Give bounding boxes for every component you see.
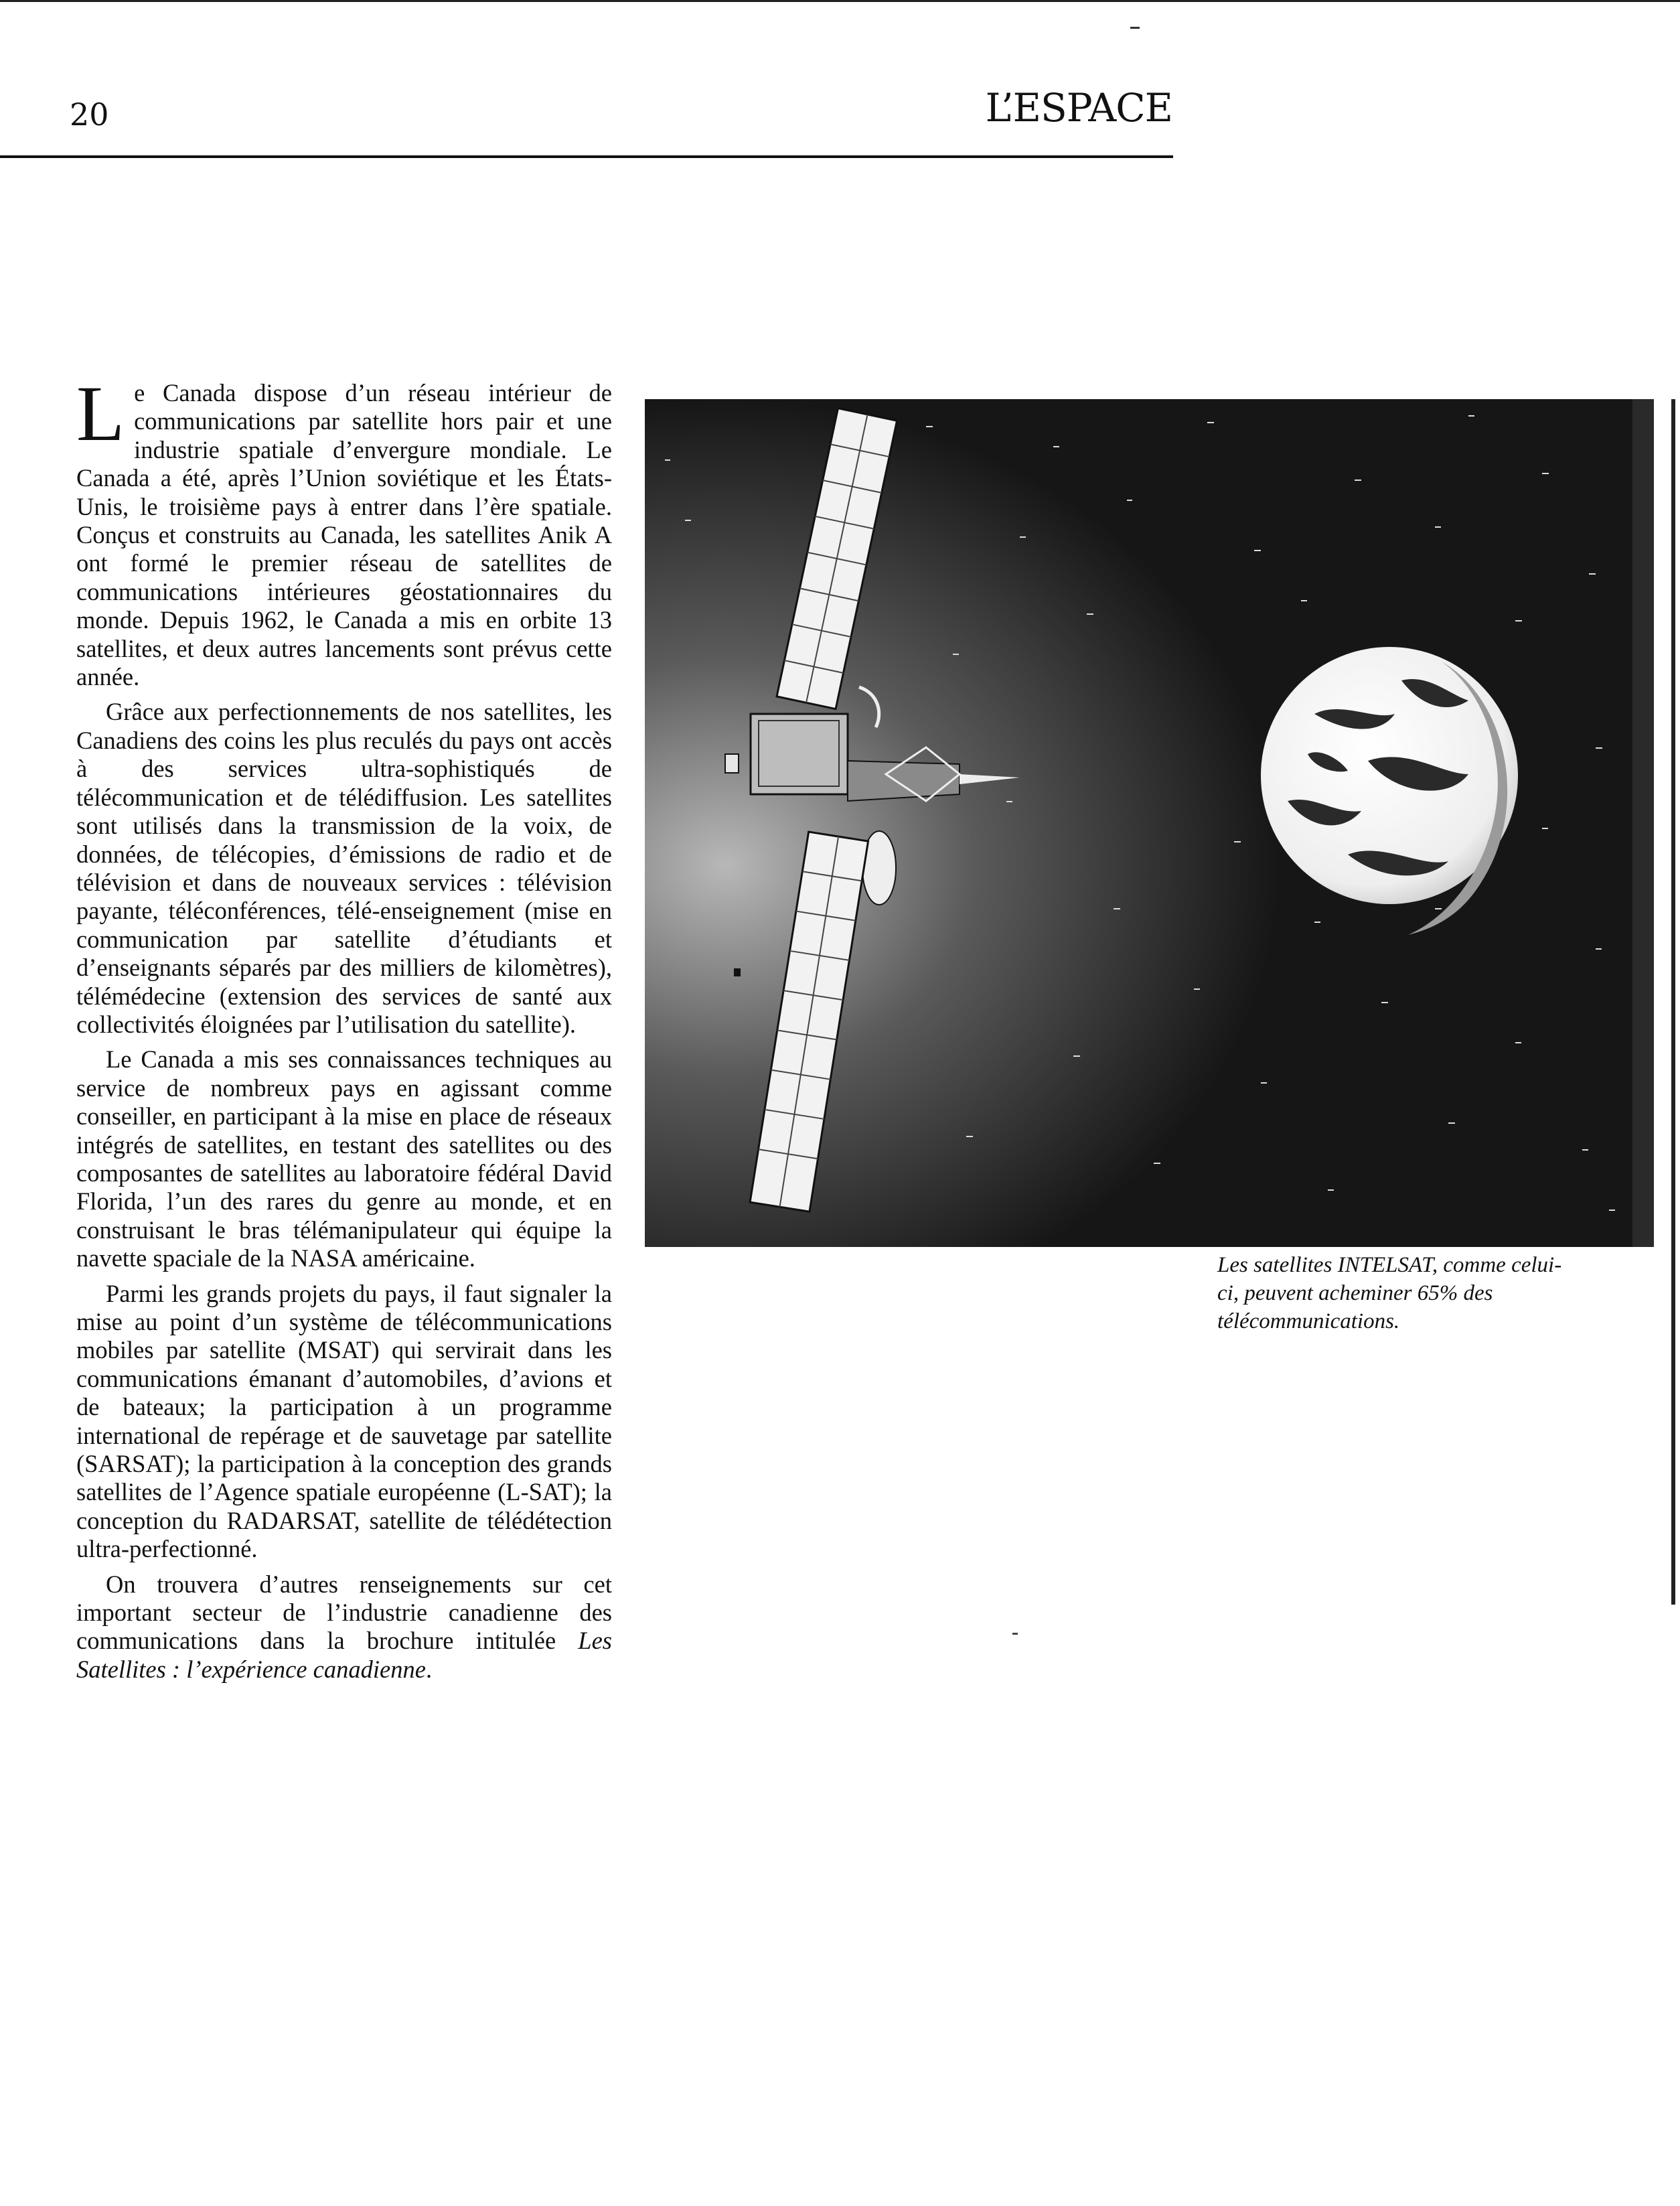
- figure-caption: Les satellites INTELSAT, comme celui-ci, peuvent acheminer 65% des télécommunications.: [1217, 1253, 1562, 1333]
- article-body: [76, 370, 612, 1690]
- small-object: [734, 968, 741, 976]
- thruster: [725, 754, 739, 773]
- paragraph-2: Grâce aux perfectionnements de nos satellites, les Canadiens des coins les plus reculés du pays ont accès à des services ultra-sophistiqués de télécommunication et de télédiffusion. Les satellites sont utilisés dans la transmission de la voix, de données, de télécopies, d’émissions de radio et de télévision et dans de nouveaux services : télévision payante, téléconférences, télé-enseignement (mise en communication par satellite d’étudiants et d’enseignants séparés par des milliers de kilomètres), télémédecine (extension des services de santé aux collectivités éloignées par l’utilisation du satellite).: [76, 698, 612, 1038]
- satellite-body: [751, 714, 848, 794]
- running-head: L’ESPACE: [985, 85, 1172, 131]
- scan-edge-top: [0, 0, 1680, 2]
- paragraph-4: Parmi les grands projets du pays, il faut signaler la mise au point d’un système de télécommunications mobiles par satellite (MSAT) qui servirait dans les communications émanant d’automobiles, d’avions et de bateaux; la participation à un programme international de repérage et de sauvetage par satellite (SARSAT); la participation à la conception des grands satellites de l’Agence spatiale européenne (L-SAT); la conception du RADARSAT, satellite de télédétection ultra-perfectionné.: [76, 1279, 612, 1563]
- scan-speck: [1012, 1633, 1018, 1635]
- paragraph-5-end: .: [425, 1655, 433, 1683]
- scan-mark: [1130, 27, 1140, 29]
- brochure-title: Les Satellites : l’expérience canadienne: [76, 1627, 612, 1683]
- photo-edge: [1632, 399, 1654, 1247]
- drop-cap: L: [76, 370, 125, 457]
- header-rule: [0, 155, 1173, 158]
- page-number: 20: [70, 96, 109, 133]
- antenna-boom: [848, 761, 960, 801]
- paragraph-5-text: On trouvera d’autres renseignements sur cet important secteur de l’industrie canadienne des communications dans la brochure intitulée: [76, 1570, 612, 1655]
- satellite-photo: [645, 399, 1654, 1247]
- paragraph-1: [76, 370, 612, 691]
- paragraph-1-text: e Canada dispose d’un réseau intérieur de communications par satellite hors pair et une industrie spatiale d’envergure mondiale. Le Canada a été, après l’Union soviétique et les États-Unis, le troisième pays à entrer dans l’ère spatiale. Conçus et construits au Canada, les satellites Anik A ont formé le premier réseau de satellites de communications intérieures géostationnaires du monde. Depuis 1962, le Canada a mis en orbite 13 satellites, et deux autres lancements sont prévus cette année.: [76, 379, 612, 691]
- paragraph-5: [76, 1570, 612, 1684]
- paragraph-3: Le Canada a mis ses connaissances techniques au service de nombreux pays en agissant comme conseiller, en participant à la mise en place de réseaux intégrés de satellites, en testant des satellites ou des composantes de satellites au laboratoire fédéral David Florida, l’un des rares du genre au monde, et en construisant le bras télémanipulateur qui équipe la navette spaciale de la NASA américaine.: [76, 1045, 612, 1272]
- scan-edge-right: [1671, 399, 1675, 1605]
